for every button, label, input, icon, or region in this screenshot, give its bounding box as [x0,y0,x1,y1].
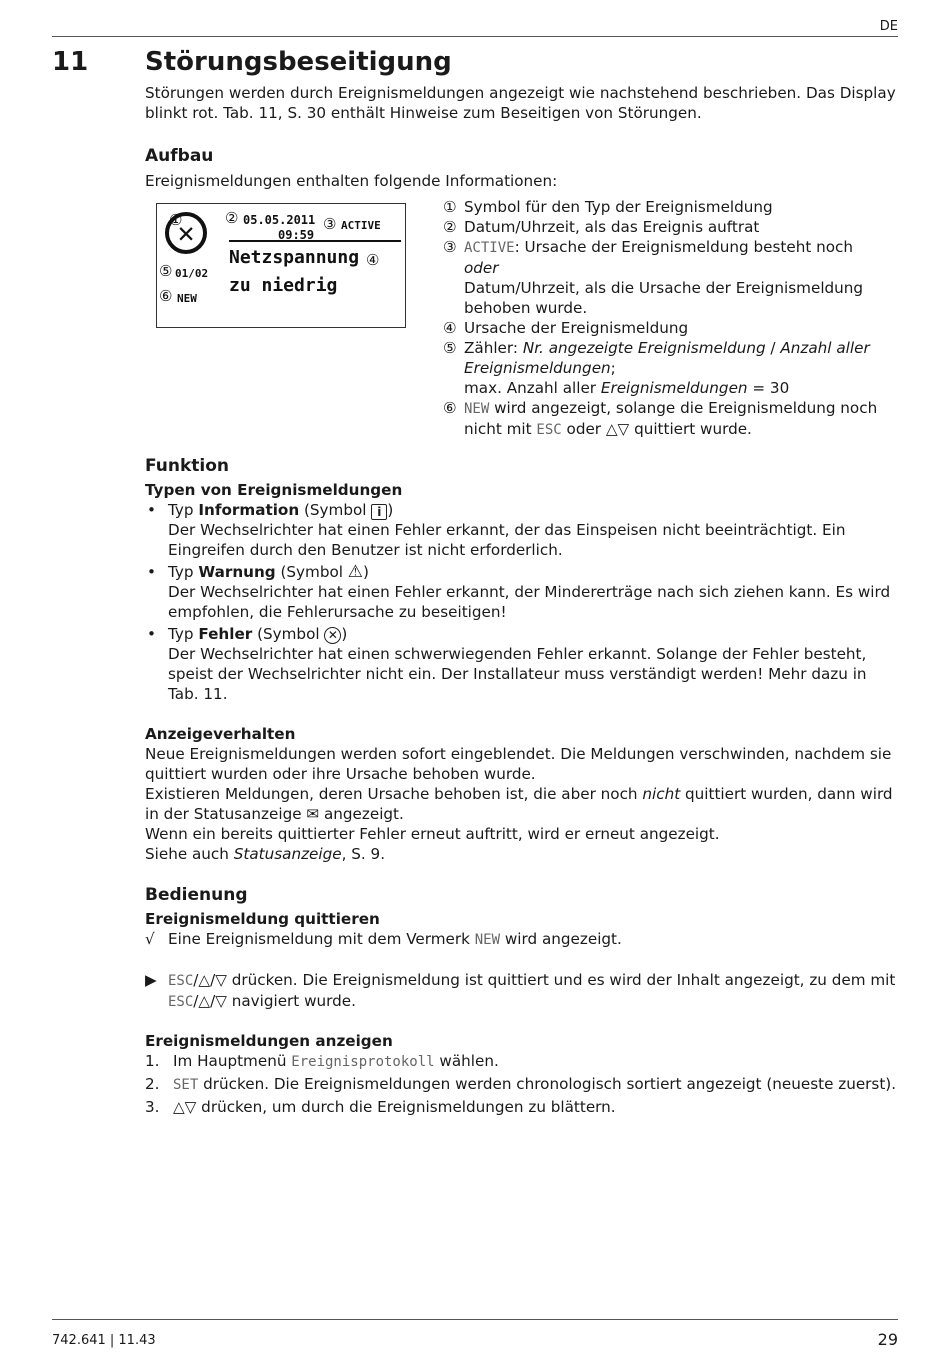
legend-text: / [765,339,781,357]
list-item-2 [145,1074,900,1095]
display-active: ACTIVE [341,219,381,232]
intro-paragraph: Störungen werden durch Ereignismeldungen angezeigt wie nachstehend beschrieben. Das Display blinkt rot. Tab. 11, S. 30 enthält Hinweise zum Beseitigen von Störungen. [145,84,896,122]
funktion-heading: Funktion [145,456,230,476]
legend-number: ② [443,218,457,236]
page-content [145,83,900,1117]
type-description: Der Wechselrichter hat einen Fehler erkannt, der Mindererträge nach sich ziehen kann. Es wird empfohlen, die Fehlerursache zu beseitigen! [168,583,891,621]
anzeigen-subheading: Ereignismeldungen anzeigen [145,1032,393,1050]
type-prefix: Typ [168,625,199,643]
display-divider [229,240,401,242]
legend-text: Datum/Uhrzeit, als das Ereignis auftrat [464,218,760,236]
code-active: ACTIVE [464,240,515,256]
legend-text: wird angezeigt, solange die Ereignismeldung noch nicht mit [464,399,878,438]
display-x-symbol: ✕ [165,212,207,254]
list-number: 1. [145,1052,160,1070]
legend-text: Zähler: [464,339,523,357]
text: , S. 9. [341,845,386,863]
legend-text: = 30 [747,379,790,397]
language-label: DE [879,19,898,34]
text: drücken. Die Ereignismeldungen werden chronologisch sortiert angezeigt (neueste zuerst). [198,1075,897,1093]
display-time: 09:59 [278,228,315,242]
legend-text: : Ursache der Ereignismeldung besteht noch [514,238,853,256]
typen-subheading: Typen von Ereignismeldungen [145,481,403,499]
code-new: NEW [464,401,490,417]
anzeige-p1: Neue Ereignismeldungen werden sofort eingeblendet. Die Meldungen verschwinden, nachdem sie quittiert wurden oder ihre Ursache behoben wurde. [145,745,892,783]
legend-text: Ursache der Ereignismeldung [464,319,689,337]
legend-number: ⑤ [443,339,457,357]
display-callout-3: ③ [323,215,337,233]
aufbau-heading: Aufbau [145,146,214,166]
display-callout-6: ⑥ [159,287,173,305]
text: Siehe auch [145,845,234,863]
symbol-prefix: (Symbol [299,501,372,519]
quittieren-subheading: Ereignismeldung quittieren [145,910,380,928]
legend-text-italic: Anzahl aller Ereignismeldungen [464,339,870,377]
code-esc: ESC [536,422,562,438]
symbol-suffix: ) [387,501,394,519]
anzeige-subheading: Anzeigeverhalten [145,725,296,743]
text: quittiert wurden, dann wird in der Statusanzeige ✉ angezeigt. [145,785,893,823]
symbol-suffix: ) [363,563,369,581]
type-description: Der Wechselrichter hat einen schwerwiegenden Fehler erkannt. Solange der Fehler besteht, speist der Wechselrichter nicht ein. Der Installateur muss verständigt werden! Mehr dazu in Tab. 11. [168,645,867,703]
legend-number: ④ [443,319,457,337]
display-message-2: zu niedrig [229,275,338,296]
legend-text: max. Anzahl aller [464,379,601,397]
anzeige-p3: Wenn ein bereits quittierter Fehler erneut auftritt, wird er erneut angezeigt. [145,825,720,843]
legend-item-5 [443,338,903,398]
type-item-information [145,500,900,560]
legend-number: ① [443,198,457,216]
text-italic: nicht [642,785,681,803]
legend-item-4 [443,318,903,338]
bullet: • [147,625,156,643]
type-item-fehler [145,624,900,704]
aufbau-section [145,197,900,455]
type-item-warnung [145,562,900,622]
legend-text-italic: Ereignismeldungen [600,379,748,397]
text: wird angezeigt. [500,930,622,948]
text: wählen. [434,1052,499,1070]
legend-text: ; [610,359,616,377]
bullet: • [147,501,156,519]
legend-item-1 [443,197,903,217]
bullet: • [147,563,156,581]
action-step [145,970,900,1012]
header-rule [52,36,898,37]
legend-text: oder △▽ quittiert wurde. [561,420,752,438]
anzeige-p4 [145,844,900,864]
list-item-3 [145,1097,900,1117]
legend-item-6 [443,398,903,440]
chapter-title: Störungsbeseitigung [145,47,452,77]
list-number: 3. [145,1098,160,1116]
display-counter: 01/02 [175,267,209,280]
type-prefix: Typ [168,501,199,519]
display-new: NEW [177,292,197,305]
display-callout-4: ④ [366,251,380,269]
legend-text-oder: oder [464,259,499,277]
arrow-icon: ▶ [145,971,157,989]
type-description: Der Wechselrichter hat einen Fehler erkannt, der das Einspeisen nicht beeinträchtigt. Ein Eingreifen durch den Benutzer ist nicht erforderlich. [168,521,846,559]
text: Im Hauptmenü [173,1052,292,1070]
footer-rule [52,1319,898,1320]
aufbau-text: Ereignismeldungen enthalten folgende Informationen: [145,172,558,190]
code-esc: ESC [168,973,194,989]
message-type-list [145,500,900,704]
event-display-figure [156,203,406,328]
legend-text: Datum/Uhrzeit, als die Ursache der Ereignismeldung behoben wurde. [464,279,864,317]
legend-number: ⑥ [443,399,457,417]
code-esc: ESC [168,994,194,1010]
anzeige-p2 [145,784,900,824]
precondition [145,929,900,950]
warning-icon: ⚠ [347,562,364,582]
steps-list [145,1051,900,1117]
text: Existieren Meldungen, deren Ursache behoben ist, die aber noch [145,785,643,803]
list-item-1 [145,1051,900,1072]
legend-text: Symbol für den Typ der Ereignismeldung [464,198,773,216]
text: Eine Ereignismeldung mit dem Vermerk [168,930,475,948]
display-callout-2: ② [225,209,239,227]
type-prefix: Typ [168,563,199,581]
code-set: SET [173,1077,199,1093]
legend-text-italic: Nr. angezeigte Ereignismeldung [522,339,766,357]
document-number: 742.641 | 11.43 [52,1333,156,1348]
legend-number: ③ [443,238,457,256]
legend-item-2 [443,217,903,237]
type-name: Information [198,501,300,519]
display-date: 05.05.2011 [243,213,316,227]
display-callout-1: ① [169,211,183,229]
chapter-number: 11 [52,47,89,77]
text: /△/▽ drücken. Die Ereignismeldung ist quittiert und es wird der Inhalt angezeigt, zu dem mit [193,971,896,989]
legend-item-3 [443,237,903,318]
text: △▽ drücken, um durch die Ereignismeldungen zu blättern. [173,1098,616,1116]
type-name: Warnung [198,563,276,581]
error-icon: ✕ [324,627,341,644]
symbol-suffix: ) [341,625,348,643]
info-icon: i [371,504,387,520]
code-new: NEW [474,932,501,948]
display-callout-5: ⑤ [159,262,173,280]
symbol-prefix: (Symbol [252,625,325,643]
display-message-1: Netzspannung [229,247,360,268]
bedienung-heading: Bedienung [145,885,248,905]
page-number: 29 [877,1330,898,1349]
symbol-prefix: (Symbol [275,563,348,581]
text-italic: Statusanzeige [233,845,342,863]
display-legend [443,197,903,440]
type-name: Fehler [198,625,253,643]
code-ereignisprotokoll: Ereignisprotokoll [291,1054,435,1070]
list-number: 2. [145,1075,160,1093]
text: /△/▽ navigiert wurde. [193,992,356,1010]
check-mark: √ [145,930,155,948]
